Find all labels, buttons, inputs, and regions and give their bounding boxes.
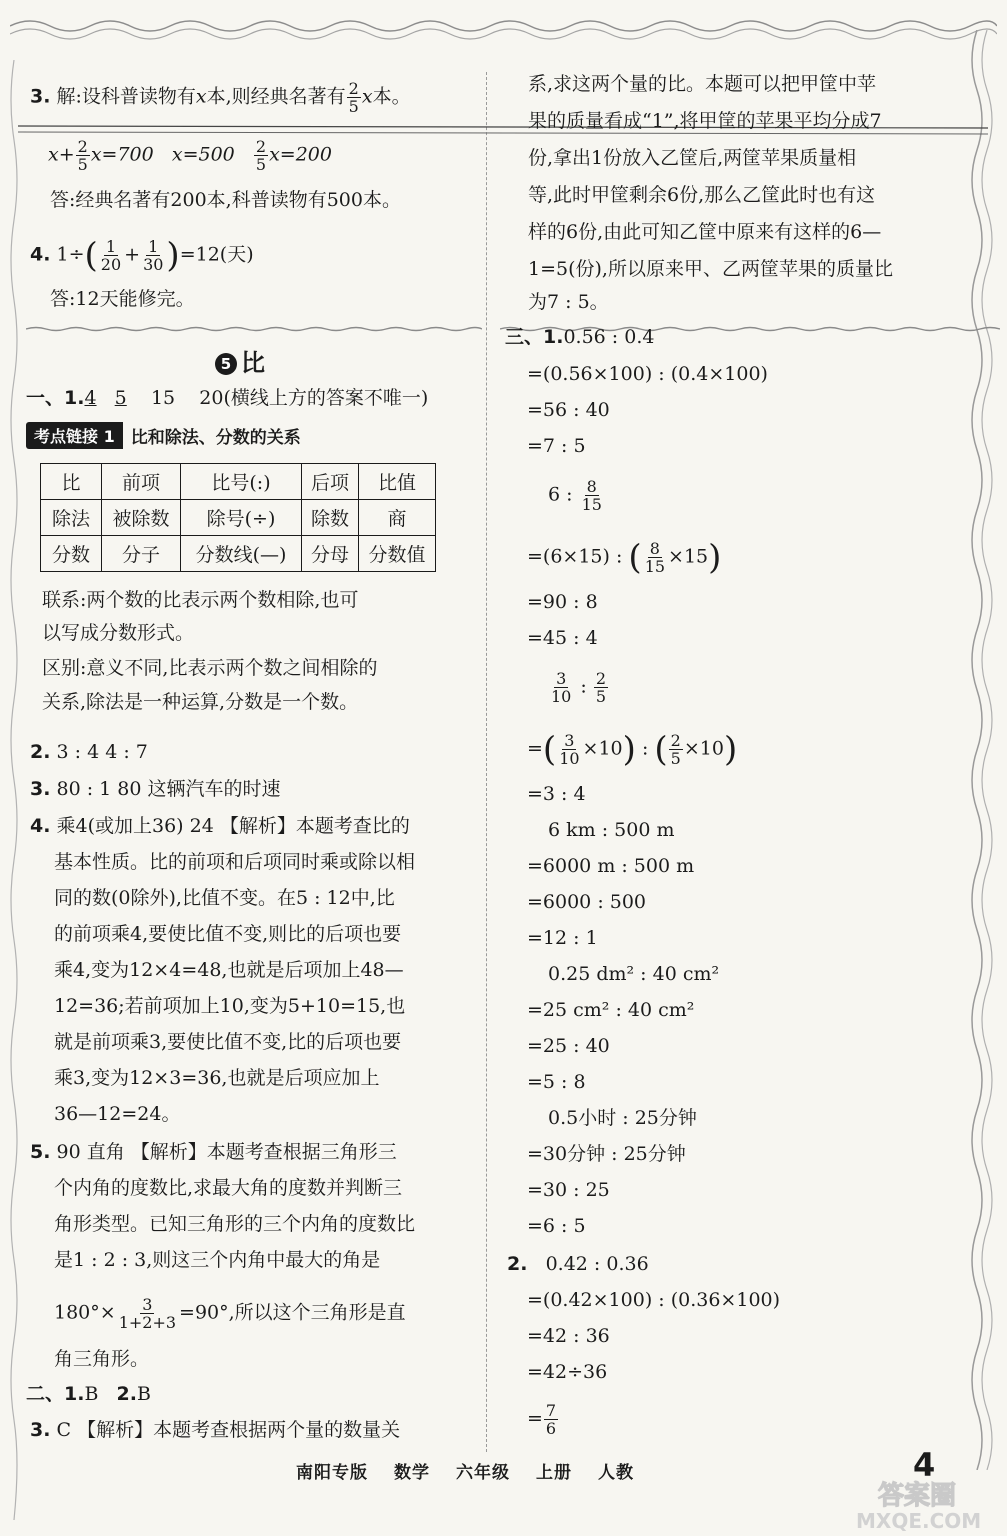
q3-equations: x+ $\frac{2}{5}$ x=700 x=500 $\frac{2}{5}$ x=200 bbox=[48, 137, 332, 174]
fraction: $\frac{3}{10}$ bbox=[551, 669, 572, 706]
calc-step: =45 : 4 bbox=[527, 627, 598, 649]
s1-q1: 一、1.4 5 15 20(横线上方的答案不唯一) bbox=[26, 387, 429, 409]
q3-number: 3. bbox=[30, 85, 51, 108]
fraction: $\frac{3}{10}$ bbox=[559, 731, 580, 768]
calc-step: =42÷36 bbox=[527, 1361, 608, 1383]
right-wavy-border bbox=[963, 30, 1003, 1470]
q4b-answer: 4. 乘4(或加上36) 24 【解析】本题考查比的 bbox=[30, 815, 410, 837]
calc-step: 0.25 dm² : 40 cm² bbox=[548, 963, 720, 985]
calc-step: =6000 : 500 bbox=[527, 891, 647, 913]
q4-answer: 答:12天能修完。 bbox=[50, 288, 195, 310]
calc-step: =90 : 8 bbox=[527, 591, 598, 613]
top-wavy-border bbox=[10, 14, 997, 44]
section-title: 5 比 bbox=[215, 343, 265, 378]
calc-step: 6 km : 500 m bbox=[548, 819, 675, 841]
calc-step: =5 : 8 bbox=[527, 1071, 586, 1093]
s2-q3: 3. C 【解析】本题考查根据两个量的数量关 bbox=[30, 1419, 401, 1441]
calc-step: 0.5小时 : 25分钟 bbox=[548, 1107, 697, 1129]
fraction: $\frac{3}{1+2+3}$ bbox=[118, 1295, 177, 1332]
explanation-line: 基本性质。比的前项和后项同时乘或除以相 bbox=[54, 851, 416, 873]
calc-step: 6 : $\frac{8}{15}$ bbox=[548, 477, 602, 514]
knowledge-link-tag bbox=[26, 422, 301, 448]
q5-calculation: 180°× $\frac{3}{1+2+3}$ =90°,所以这个三角形是直 bbox=[54, 1295, 406, 1332]
calc-step: =25 cm² : 40 cm² bbox=[527, 999, 695, 1021]
explanation-line: 角三角形。 bbox=[54, 1348, 150, 1370]
explanation-line: 个内角的度数比,求最大角的度数并判断三 bbox=[54, 1177, 403, 1199]
fraction: $\frac{7}{6}$ bbox=[545, 1401, 557, 1438]
calc-step: =30分钟 : 25分钟 bbox=[527, 1143, 686, 1165]
explanation-line: 系,求这两个量的比。本题可以把甲筐中苹 bbox=[528, 73, 877, 95]
fraction: $\frac{2}{5}$ bbox=[670, 731, 681, 768]
svg-text:MXQE.COM: MXQE.COM bbox=[856, 1509, 982, 1532]
knowledge-link-label: 比和除法、分数的关系 bbox=[130, 427, 301, 448]
fraction: $\frac{8}{15}$ bbox=[581, 477, 602, 514]
explanation-line: 同的数(0除外),比值不变。在5 : 12中,比 bbox=[54, 887, 395, 909]
calc-step: =30 : 25 bbox=[527, 1179, 610, 1201]
calc-step: =3 : 4 bbox=[527, 783, 586, 805]
table-row: 除法 被除数 除号(÷) 除数 商 bbox=[41, 500, 436, 536]
relation-table bbox=[40, 463, 436, 572]
explanation-line: 就是前项乘3,要使比值不变,比的后项也要 bbox=[54, 1031, 402, 1053]
calc-step: =6000 m : 500 m bbox=[527, 855, 695, 877]
explanation-line: 等,此时甲筐剩余6份,那么乙筐此时也有这 bbox=[528, 184, 876, 206]
page-footer: 南阳专版 数学 六年级 上册 人教 bbox=[296, 1463, 634, 1483]
page-number: 4 bbox=[913, 1446, 936, 1484]
column-divider bbox=[486, 72, 487, 1452]
calc-step: =( $\frac{3}{10}$ ×10) : ( $\frac{2}{5}$ ×10) bbox=[527, 729, 738, 770]
explanation-line: 份,拿出1份放入乙筐后,两筐苹果质量相 bbox=[528, 147, 857, 169]
relation-text: 以写成分数形式。 bbox=[42, 622, 195, 644]
q2-calc: 2. 0.42 : 0.36 bbox=[507, 1253, 649, 1275]
calc-step: = $\frac{7}{6}$ bbox=[527, 1401, 557, 1438]
knowledge-link-badge: 考点链接 1 bbox=[26, 422, 123, 449]
calc-step: =(6×15) : ( $\frac{8}{15}$ ×15) bbox=[527, 537, 722, 578]
explanation-line: 的前项乘4,要使比值不变,则比的后项也要 bbox=[54, 923, 402, 945]
fraction: $\frac{8}{15}$ bbox=[644, 539, 666, 576]
fraction: $\frac{2}{5}$ bbox=[255, 137, 267, 174]
explanation-line: 12=36;若前项加上10,变为5+10=15,也 bbox=[54, 995, 406, 1017]
fraction: $\frac{2}{5}$ bbox=[595, 669, 607, 706]
explanation-line: 角形类型。已知三角形的三个内角的度数比 bbox=[54, 1213, 416, 1235]
explanation-line: 乘4,变为12×4=48,也就是后项加上48— bbox=[54, 959, 404, 981]
q2-answer: 2. 3 : 4 4 : 7 bbox=[30, 741, 148, 763]
q3b-answer: 3. 80 : 1 80 这辆汽车的时速 bbox=[30, 778, 281, 800]
explanation-line: 1=5(份),所以原来甲、乙两筐苹果的质量比 bbox=[528, 258, 893, 280]
calc-step: =56 : 40 bbox=[527, 399, 610, 421]
difference-text: 关系,除法是一种运算,分数是一个数。 bbox=[42, 691, 359, 713]
explanation-line: 样的6份,由此可知乙筐中原来有这样的6— bbox=[528, 221, 882, 243]
explanation-line: 36—12=24。 bbox=[54, 1103, 181, 1125]
section-number-badge: 5 bbox=[215, 353, 237, 375]
watermark-logo bbox=[838, 1474, 998, 1532]
explanation-line: 乘3,变为12×3=36,也就是后项应加上 bbox=[54, 1067, 380, 1089]
q3-answer: 答:经典名著有200本,科普读物有500本。 bbox=[50, 189, 401, 211]
explanation-line: 为7 : 5。 bbox=[528, 291, 609, 313]
fraction: $\frac{1}{20}$ bbox=[100, 237, 122, 274]
calc-step: =12 : 1 bbox=[527, 927, 598, 949]
table-row: 分数 分子 分数线(—) 分母 分数值 bbox=[41, 536, 436, 572]
relation-text: 联系:两个数的比表示两个数相除,也可 bbox=[42, 589, 359, 611]
difference-text: 区别:意义不同,比表示两个数之间相除的 bbox=[42, 657, 378, 679]
table-row: 比 前项 比号(:) 后项 比值 bbox=[41, 464, 436, 500]
calc-step: =(0.42×100) : (0.36×100) bbox=[527, 1289, 781, 1311]
calc-step: =25 : 40 bbox=[527, 1035, 610, 1057]
left-section-divider bbox=[26, 326, 482, 334]
fraction: $\frac{1}{30}$ bbox=[143, 237, 164, 274]
calc-step: =(0.56×100) : (0.4×100) bbox=[527, 363, 768, 385]
calc-step: =6 : 5 bbox=[527, 1215, 586, 1237]
explanation-line: 果的质量看成“1”,将甲筐的苹果平均分成7 bbox=[528, 110, 882, 132]
calc-step: =7 : 5 bbox=[527, 435, 586, 457]
calc-step: $\frac{3}{10}$ : $\frac{2}{5}$ bbox=[551, 669, 607, 706]
fraction: $\frac{2}{5}$ bbox=[77, 137, 88, 174]
explanation-line: 是1 : 2 : 3,则这三个内角中最大的角是 bbox=[54, 1249, 381, 1271]
q4-question: 4. 1÷( $\frac{1}{20}$ + $\frac{1}{30}$ )=12(天) bbox=[30, 235, 254, 276]
calc-step: =42 : 36 bbox=[527, 1325, 610, 1347]
q3-question: 3. 解:设科普读物有x本,则经典名著有 $\frac{2}{5}$ x本。 bbox=[30, 79, 411, 116]
s2-answers: 二、1.B 2.B bbox=[26, 1383, 151, 1405]
q5-answer: 5. 90 直角 【解析】本题考查根据三角形三 bbox=[30, 1141, 397, 1163]
fraction: $\frac{2}{5}$ bbox=[348, 79, 359, 116]
left-wavy-border bbox=[8, 60, 22, 1520]
s3-q1: 三、1.0.56 : 0.4 bbox=[505, 326, 655, 348]
svg-text:答案圈: 答案圈 bbox=[878, 1481, 957, 1511]
